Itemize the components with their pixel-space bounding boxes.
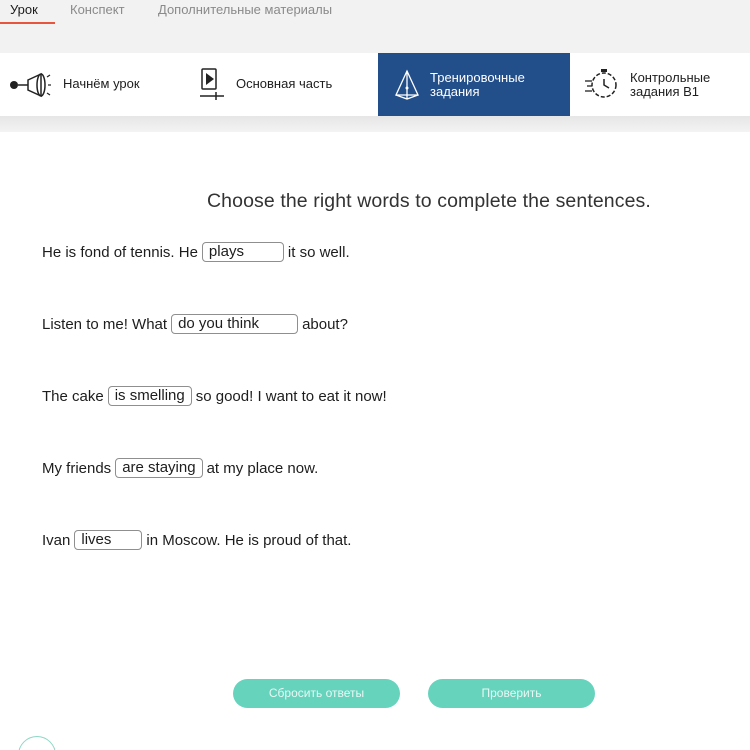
answer-blank[interactable]: do you think	[171, 314, 298, 334]
active-tab-underline	[0, 22, 55, 24]
section-nav	[0, 53, 750, 116]
sentence-1	[42, 241, 350, 263]
section-label: Начнём урок	[63, 76, 140, 91]
check-badge-icon	[18, 736, 56, 750]
sentence-5	[42, 529, 351, 551]
section-label: Основная часть	[236, 76, 333, 91]
sentence-4	[42, 457, 318, 479]
sentence-text-after: so good! I want to eat it now!	[195, 387, 387, 405]
sentence-2	[42, 313, 348, 335]
play-slider-icon	[200, 67, 226, 101]
sentence-text-before: The cake	[42, 387, 104, 405]
answer-blank[interactable]: plays	[202, 242, 284, 262]
megaphone-icon	[8, 71, 52, 99]
section-label-line1: Тренировочные	[430, 70, 525, 85]
task-title: Choose the right words to complete the sentences.	[207, 190, 651, 212]
reset-answers-button[interactable]: Сбросить ответы	[233, 679, 400, 708]
section-training-tasks[interactable]	[378, 53, 570, 116]
answer-blank[interactable]: is smelling	[108, 386, 192, 406]
sentence-text-after: at my place now.	[206, 459, 319, 477]
section-label-line2: задания	[430, 84, 480, 99]
pyramid-icon	[394, 69, 420, 101]
tab-lesson[interactable]: Урок	[10, 2, 38, 17]
answer-blank[interactable]: lives	[74, 530, 142, 550]
nav-shadow-divider	[0, 116, 750, 132]
tab-additional-materials[interactable]: Дополнительные материалы	[158, 2, 333, 17]
sentence-text-after: it so well.	[287, 243, 350, 261]
section-control-tasks-b1[interactable]	[570, 53, 750, 116]
check-button[interactable]: Проверить	[428, 679, 595, 708]
sentence-text-after: in Moscow. He is proud of that.	[146, 531, 352, 549]
section-start-lesson[interactable]	[0, 53, 188, 116]
section-label-line1: Контрольные	[630, 70, 711, 85]
sentence-text-before: My friends	[42, 459, 112, 477]
section-label-line2: задания B1	[630, 84, 699, 99]
answer-blank[interactable]: are staying	[115, 458, 202, 478]
sentence-text-before: Ivan	[42, 531, 71, 549]
sentence-text-before: He is fond of tennis. He	[42, 243, 198, 261]
sentence-text-after: about?	[302, 315, 348, 333]
stopwatch-icon	[584, 67, 620, 101]
sentence-text-before: Listen to me! What	[42, 315, 168, 333]
tab-summary[interactable]: Конспект	[70, 2, 125, 17]
section-main-part[interactable]	[188, 53, 378, 116]
top-tab-bar	[0, 0, 750, 53]
sentence-3	[42, 385, 387, 407]
